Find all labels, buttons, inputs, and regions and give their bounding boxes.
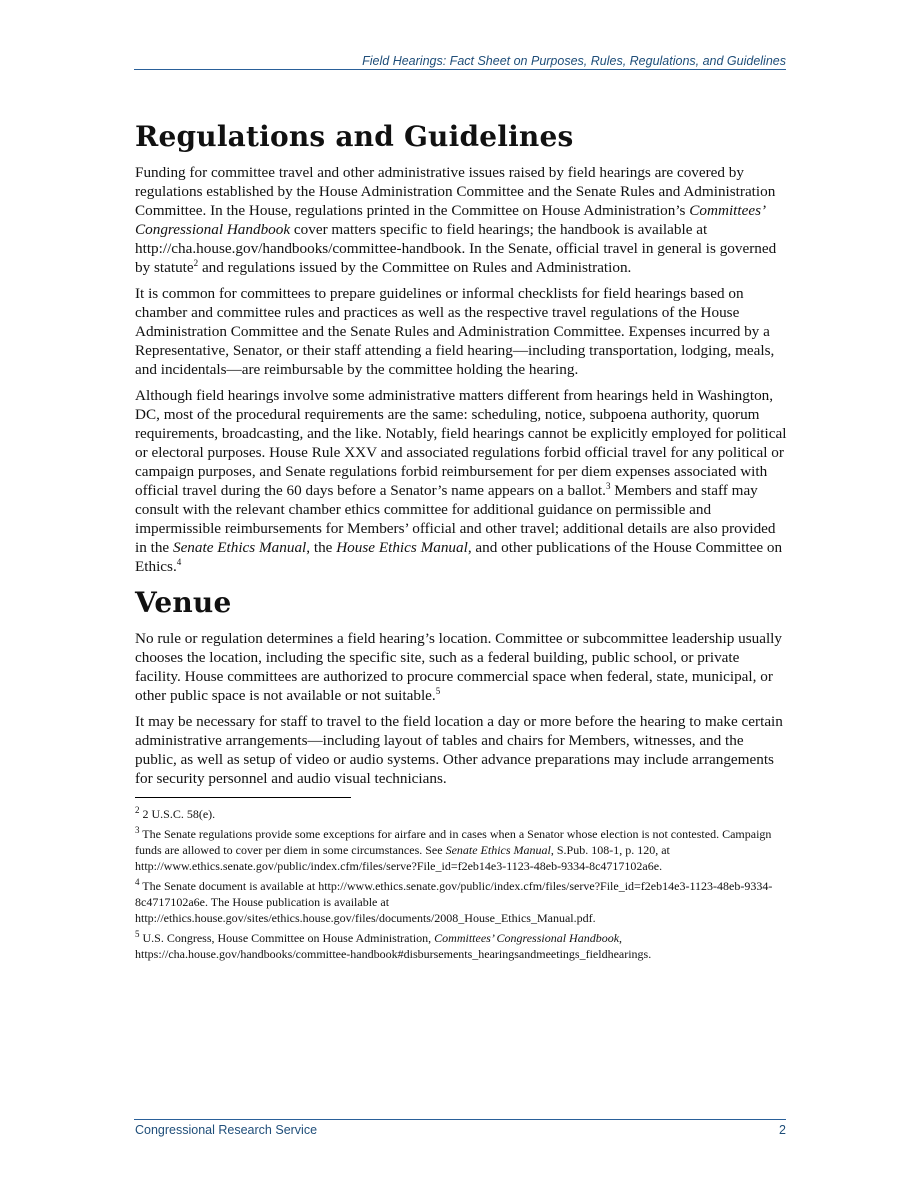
page-body xyxy=(135,120,787,966)
header-rule xyxy=(134,69,786,70)
paragraph: It is common for committees to prepare guidelines or informal checklists for field hearings based on chamber and committee rules and practices as well as the respective travel regulations of the House Administration Committee and the Senate Rules and Administration Committee. Expenses incurred by a Representative, Senator, or their staff attending a field hearing—including transportation, lodging, meals, and incidentals—are reimbursable by the committee holding the hearing. xyxy=(135,285,775,378)
footnote-5: $^5$ U.S. Congress, House Committee on House Administration, Committees’ Congressional Handbook, https://cha.house.gov/handbooks/committee-handbook#disbursements_hearingsandmeetings_fieldhearings. xyxy=(135,929,652,961)
footnote-ref[interactable]: 4 xyxy=(176,556,182,567)
section-heading-regulations: Regulations and Guidelines xyxy=(135,120,574,153)
paragraph: Funding for committee travel and other administrative issues raised by field hearings are covered by regulations established by the House Administration Committee and the Senate Rules and Administration Committee. In the House, regulations printed in the Committee on House Administration’s Committees’ Congressional Handbook cover matters specific to field hearings; the handbook is available at http://cha.house.gov/handbooks/committee-handbook. In the Senate, official travel in general is governed by statute$^2$ and regulations issued by the Committee on Rules and Administration. xyxy=(135,164,777,276)
footnote-2: $^2$ 2 U.S.C. 58(e). xyxy=(135,805,216,821)
footnote-3: $^3$ The Senate regulations provide some exceptions for airfare and in cases when a Senator whose election is not contested. Campaign funds are allowed to cover per diem in some circumstances. See Senate Ethics Manual, S.Pub. 108-1, p. 120, at http://www.ethics.senate.gov/public/index.cfm/files/serve?File_id=f2eb14e3-1123-48eb-9334-8c4717102a6e. xyxy=(135,825,772,873)
section-heading-venue: Venue xyxy=(135,586,232,619)
paragraph: No rule or regulation determines a field hearing’s location. Committee or subcommittee leadership usually chooses the location, including the specific site, such as a federal building, public school, or private facility. House committees are authorized to procure commercial space when federal, state, municipal, or other public space is not available or not suitable.$^5$ xyxy=(135,630,782,704)
footnote-ref[interactable]: 3 xyxy=(605,480,611,491)
paragraph: It may be necessary for staff to travel to the field location a day or more before the hearing to make certain administrative arrangements—including layout of tables and chairs for Members, witnesses, and the public, as well as setup of video or audio systems. Other advance preparations may include arrangements for security personnel and audio visual technicians. xyxy=(135,713,783,787)
footer-source: Congressional Research Service xyxy=(135,1123,318,1137)
footnote-ref[interactable]: 2 xyxy=(193,257,199,268)
paragraph: Although field hearings involve some administrative matters different from hearings held in Washington, DC, most of the procedural requirements are the same: scheduling, notice, subpoena authority, quorum requirements, broadcasting, and the like. Notably, field hearings cannot be explicitly employed for political or electoral purposes. House Rule XXV and associated regulations forbid official travel for any political or campaign purposes, and Senate regulations forbid reimbursement for per diem expenses associated with official travel during the 60 days before a Senator’s name appears on a ballot.$^3$ Members and staff may consult with the relevant chamber ethics committee for additional guidance on permissible and impermissible reimbursements for Members’ official and other travel; additional details are also provided in the Senate Ethics Manual, the House Ethics Manual, and other publications of the House Committee on Ethics.$^4$ xyxy=(135,387,787,575)
footnote-ref[interactable]: 5 xyxy=(435,685,441,696)
running-header: Field Hearings: Fact Sheet on Purposes, Rules, Regulations, and Guidelines xyxy=(362,54,786,68)
footnote-separator xyxy=(135,797,351,798)
footnote-4: $^4$ The Senate document is available at http://www.ethics.senate.gov/public/index.cfm/files/serve?File_id=f2eb14e3-1123-48eb-9334-8c4717102a6e. The House publication is available at http://ethics.house.gov/sites/ethics.house.gov/files/documents/2008_House_Ethics_Manual.pdf. xyxy=(135,877,773,925)
footer-rule xyxy=(134,1119,786,1120)
page-number: 2 xyxy=(779,1123,786,1137)
